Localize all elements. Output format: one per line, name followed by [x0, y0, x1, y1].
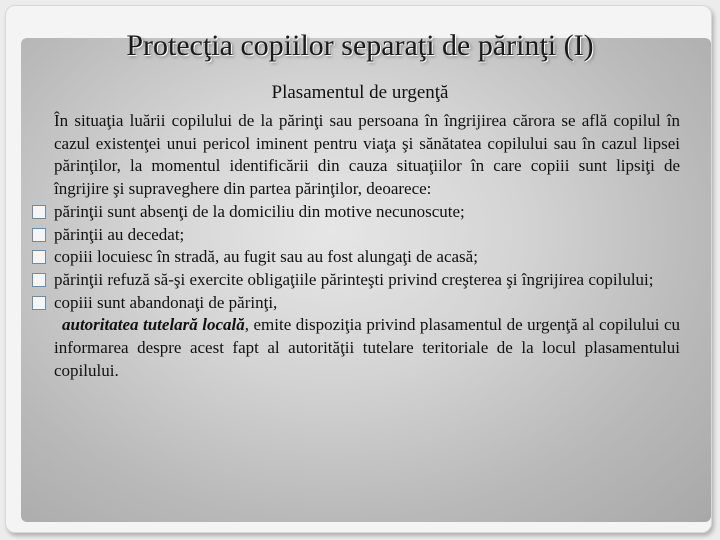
- closing-text: , emite dispoziţia privind plasamentul de urgenţă al copilului cu informarea despre acest fapt al autorităţii tutelare teritoriale de la locul plasamentului copilului.: [54, 315, 680, 380]
- checkbox-bullet-icon: [32, 228, 46, 242]
- bullet-item: [30, 201, 680, 224]
- bullet-item: [30, 246, 680, 269]
- intro-paragraph: În situaţia luării copilului de la părinţi sau persoana în îngrijirea cărora se află copilul în cazul existenţei unui pericol iminent pentru viaţa şi sănătatea copilului sau în cazul lipsei părinţilor, la momentul identificării din cauza situaţiilor în care copiii sunt lipsiţi de îngrijire şi supraveghere din partea părinţilor, deoarece:: [54, 111, 680, 199]
- bullet-text: părinţii au decedat;: [54, 224, 185, 244]
- checkbox-bullet-icon: [32, 273, 46, 287]
- slide-title: Protecţia copiilor separaţi de părinţi (I): [126, 29, 594, 62]
- bullet-text: părinţii sunt absenţi de la domiciliu din motive necunoscute;: [54, 201, 465, 221]
- bullet-text: părinţii refuză să-şi exercite obligaţiile părinteşti privind creşterea şi îngrijirea copilului;: [54, 269, 654, 289]
- checkbox-bullet-icon: [32, 250, 46, 264]
- bullet-item: [30, 292, 680, 315]
- bullet-item: [30, 269, 680, 292]
- closing-emphasis: autoritatea tutelară locală: [62, 315, 245, 335]
- closing-paragraph: [30, 314, 680, 382]
- slide-subtitle: Plasamentul de urgenţă: [271, 82, 449, 103]
- bullet-text: copiii locuiesc în stradă, au fugit sau au fost alungaţi de acasă;: [54, 247, 478, 267]
- slide-body: [30, 110, 680, 382]
- bullet-item: [30, 224, 680, 247]
- checkbox-bullet-icon: [32, 296, 46, 310]
- checkbox-bullet-icon: [32, 205, 46, 219]
- bullet-text: copiii sunt abandonaţi de părinţi,: [54, 292, 278, 312]
